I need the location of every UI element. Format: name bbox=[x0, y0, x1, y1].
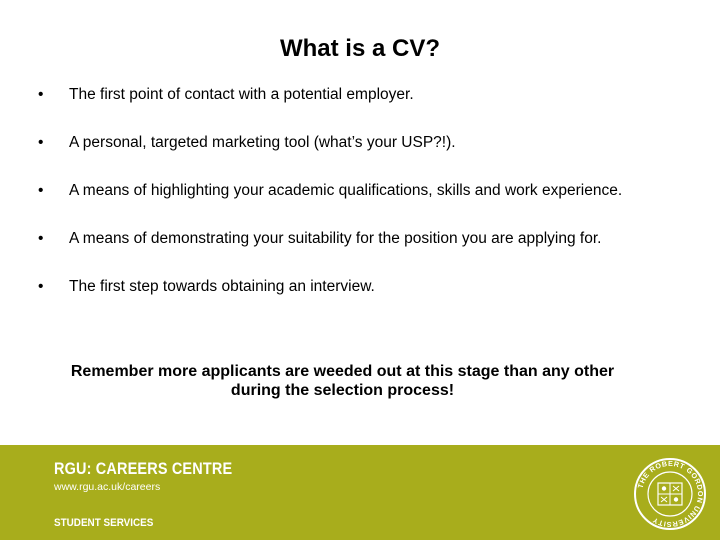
university-seal-logo bbox=[633, 457, 707, 531]
remember-note: Remember more applicants are weeded out at this stage than any other during the selection process! bbox=[70, 363, 615, 399]
bullet-item bbox=[38, 278, 648, 296]
bullet-list bbox=[38, 86, 648, 296]
bullet-text: A means of demonstrating your suitability for the position you are applying for. bbox=[69, 230, 602, 247]
footer-url-link[interactable]: www.rgu.ac.uk/careers bbox=[54, 481, 161, 493]
bullet-item bbox=[38, 182, 648, 200]
bullet-item bbox=[38, 230, 648, 248]
bullet-marker: • bbox=[38, 182, 44, 199]
svg-text:THE ROBERT GORDON UNIVERSITY: THE ROBERT GORDON UNIVERSITY bbox=[635, 458, 706, 530]
bullet-item bbox=[38, 86, 648, 104]
bullet-marker: • bbox=[38, 230, 44, 247]
footer-bar bbox=[0, 445, 720, 540]
footer-brand: RGU: CAREERS CENTRE bbox=[54, 459, 233, 478]
slide-title: What is a CV? bbox=[279, 35, 441, 62]
bullet-text: The first point of contact with a potential employer. bbox=[69, 86, 414, 103]
footer-services-label: STUDENT SERVICES bbox=[54, 517, 154, 529]
bullet-text: The first step towards obtaining an interview. bbox=[69, 278, 375, 295]
bullet-marker: • bbox=[38, 278, 44, 295]
bullet-text: A means of highlighting your academic qualifications, skills and work experience. bbox=[69, 182, 623, 199]
bullet-marker: • bbox=[38, 134, 44, 151]
bullet-item bbox=[38, 134, 648, 152]
bullet-text: A personal, targeted marketing tool (what’s your USP?!). bbox=[69, 134, 456, 151]
bullet-marker: • bbox=[38, 86, 44, 103]
